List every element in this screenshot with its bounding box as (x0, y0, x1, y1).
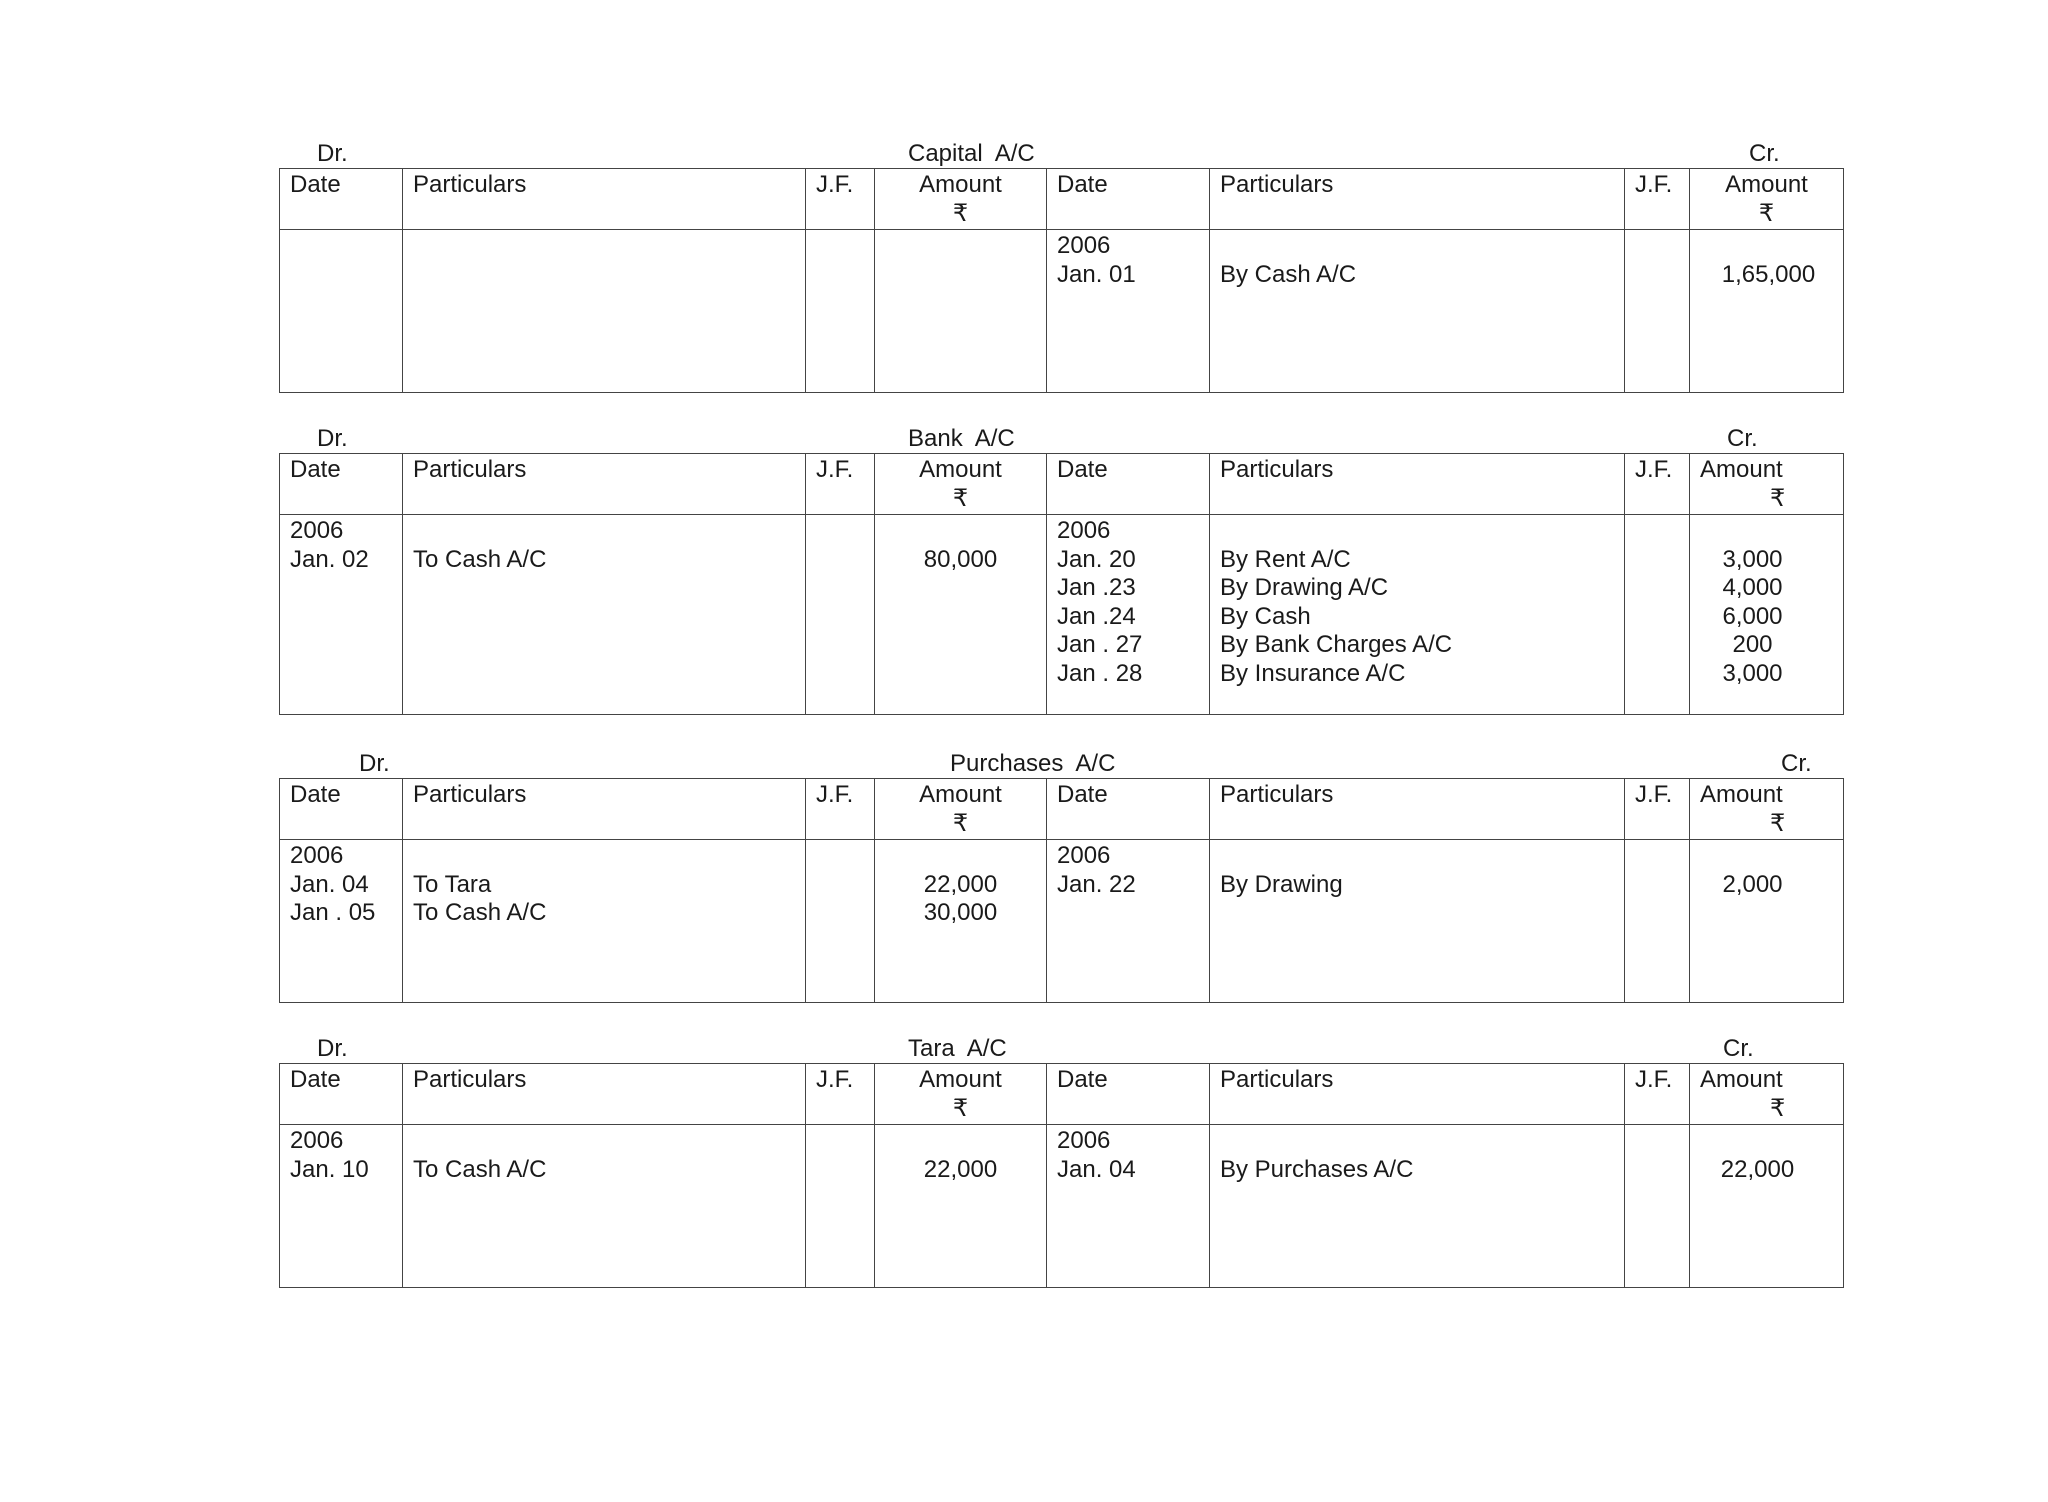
ledger-header (279, 1032, 1843, 1066)
col-particulars-credit: Particulars (1210, 169, 1625, 230)
credit-jf (1625, 1125, 1690, 1288)
col-date-debit: Date (280, 454, 403, 515)
col-particulars-debit: Particulars (403, 454, 806, 515)
ledger-header (279, 422, 1843, 456)
rupee-symbol: ₹ (1770, 484, 1786, 512)
col-date-credit: Date (1047, 779, 1210, 840)
col-amount-debit (875, 779, 1047, 840)
rupee-symbol: ₹ (1758, 199, 1775, 227)
rupee-symbol: ₹ (952, 199, 969, 227)
amount-label: Amount (919, 171, 1002, 198)
debit-jf (806, 1125, 875, 1288)
col-amount-credit (1690, 779, 1844, 840)
credit-dates: 2006 Jan. 01 (1047, 230, 1210, 393)
credit-dates: 2006 Jan. 04 (1047, 1125, 1210, 1288)
amount-label: Amount (919, 1066, 1002, 1093)
credit-particulars: By Purchases A/C (1210, 1125, 1625, 1288)
dr-label: Dr. (359, 750, 390, 777)
col-particulars-credit: Particulars (1210, 1064, 1625, 1125)
header-row (280, 1064, 1844, 1125)
debit-jf (806, 230, 875, 393)
col-jf-debit: J.F. (806, 454, 875, 515)
debit-amounts (875, 230, 1047, 393)
debit-particulars: To Cash A/C (403, 1125, 806, 1288)
dr-label: Dr. (317, 425, 348, 452)
debit-amounts: 22,000 (875, 1125, 1047, 1288)
credit-jf (1625, 230, 1690, 393)
col-jf-debit: J.F. (806, 169, 875, 230)
col-jf-credit: J.F. (1625, 779, 1690, 840)
col-date-credit: Date (1047, 169, 1210, 230)
entries-row (280, 515, 1844, 715)
col-jf-debit: J.F. (806, 779, 875, 840)
col-amount-credit (1690, 454, 1844, 515)
header-row (280, 169, 1844, 230)
rupee-symbol: ₹ (952, 1094, 969, 1122)
rupee-symbol: ₹ (1770, 1094, 1786, 1122)
rupee-symbol: ₹ (952, 809, 969, 837)
col-amount-credit (1690, 1064, 1844, 1125)
ledger-title: Bank A/C (908, 425, 1015, 452)
debit-particulars: To Cash A/C (403, 515, 806, 715)
credit-jf (1625, 515, 1690, 715)
credit-dates: 2006 Jan. 22 (1047, 840, 1210, 1003)
col-particulars-debit: Particulars (403, 169, 806, 230)
amount-label: Amount (1700, 1066, 1783, 1093)
credit-amounts: 2,000 (1690, 840, 1844, 1003)
credit-particulars: By Rent A/C By Drawing A/C By Cash By Bank Charges A/C By Insurance A/C (1210, 515, 1625, 715)
cr-label: Cr. (1727, 425, 1758, 452)
dr-label: Dr. (317, 140, 348, 167)
amount-label: Amount (919, 781, 1002, 808)
entries-row (280, 1125, 1844, 1288)
col-particulars-credit: Particulars (1210, 779, 1625, 840)
credit-dates: 2006 Jan. 20 Jan .23 Jan .24 Jan . 27 Jan . 28 (1047, 515, 1210, 715)
rupee-symbol: ₹ (952, 484, 969, 512)
ledger-table (279, 453, 1844, 715)
dr-label: Dr. (317, 1035, 348, 1062)
header-row (280, 779, 1844, 840)
cr-label: Cr. (1781, 750, 1812, 777)
entries-row (280, 840, 1844, 1003)
credit-jf (1625, 840, 1690, 1003)
col-date-credit: Date (1047, 454, 1210, 515)
col-date-debit: Date (280, 169, 403, 230)
col-jf-credit: J.F. (1625, 454, 1690, 515)
header-row (280, 454, 1844, 515)
col-date-credit: Date (1047, 1064, 1210, 1125)
credit-particulars: By Drawing (1210, 840, 1625, 1003)
amount-label: Amount (1700, 781, 1783, 808)
amount-label: Amount (1725, 171, 1808, 198)
entries-row (280, 230, 1844, 393)
col-date-debit: Date (280, 1064, 403, 1125)
cr-label: Cr. (1749, 140, 1780, 167)
credit-amounts: 1,65,000 (1690, 230, 1844, 393)
debit-particulars (403, 230, 806, 393)
cr-label: Cr. (1723, 1035, 1754, 1062)
col-particulars-debit: Particulars (403, 779, 806, 840)
ledger-header (279, 747, 1843, 781)
col-particulars-credit: Particulars (1210, 454, 1625, 515)
col-amount-debit (875, 454, 1047, 515)
credit-amounts: 22,000 (1690, 1125, 1844, 1288)
ledger-title: Purchases A/C (950, 750, 1116, 777)
rupee-symbol: ₹ (1770, 809, 1786, 837)
debit-jf (806, 840, 875, 1003)
ledger-table (279, 778, 1844, 1003)
debit-dates (280, 230, 403, 393)
amount-label: Amount (919, 456, 1002, 483)
col-amount-debit (875, 169, 1047, 230)
col-jf-credit: J.F. (1625, 1064, 1690, 1125)
col-particulars-debit: Particulars (403, 1064, 806, 1125)
col-date-debit: Date (280, 779, 403, 840)
ledger-table (279, 168, 1844, 393)
amount-label: Amount (1700, 456, 1783, 483)
debit-particulars: To Tara To Cash A/C (403, 840, 806, 1003)
col-jf-debit: J.F. (806, 1064, 875, 1125)
col-amount-credit (1690, 169, 1844, 230)
debit-dates: 2006 Jan. 02 (280, 515, 403, 715)
col-amount-debit (875, 1064, 1047, 1125)
col-jf-credit: J.F. (1625, 169, 1690, 230)
ledger-title: Capital A/C (908, 140, 1035, 167)
ledger-title: Tara A/C (908, 1035, 1007, 1062)
debit-jf (806, 515, 875, 715)
ledger-header (279, 137, 1843, 171)
debit-dates: 2006 Jan. 04 Jan . 05 (280, 840, 403, 1003)
ledger-table (279, 1063, 1844, 1288)
debit-amounts: 80,000 (875, 515, 1047, 715)
credit-particulars: By Cash A/C (1210, 230, 1625, 393)
debit-dates: 2006 Jan. 10 (280, 1125, 403, 1288)
credit-amounts: 3,000 4,000 6,000 200 3,000 (1690, 515, 1844, 715)
debit-amounts: 22,000 30,000 (875, 840, 1047, 1003)
